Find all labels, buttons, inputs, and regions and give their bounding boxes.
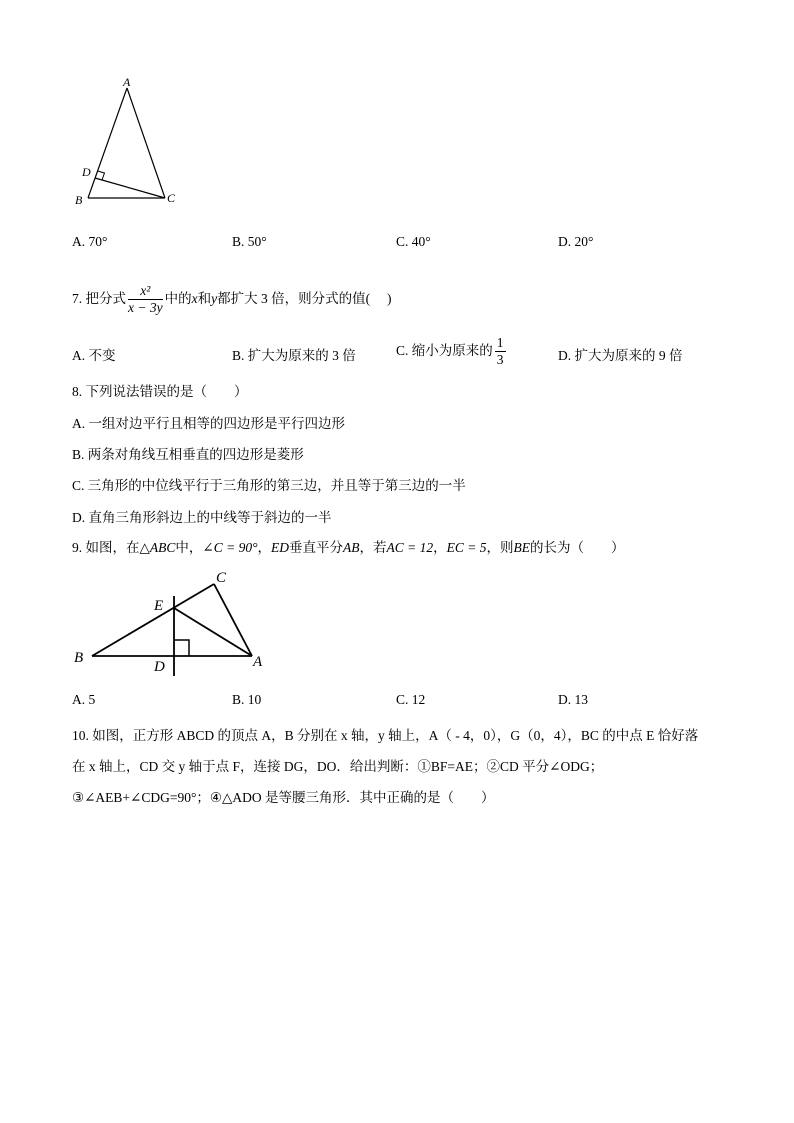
q7-option-c-num: 1 [496, 335, 504, 351]
q6-figure [70, 72, 190, 212]
q7-var-x: x [191, 291, 198, 306]
q9-p5: ，若 [359, 540, 387, 555]
label-a: A [253, 654, 263, 670]
q9-p2: 中， [175, 540, 203, 555]
q7-option-c-fraction [495, 335, 506, 368]
q7-stem [72, 281, 391, 317]
q9-m2: ∠C = 90° [202, 540, 258, 555]
label-e: E [154, 598, 164, 614]
q7-option-c-den: 3 [496, 352, 504, 368]
label-d: D [82, 165, 91, 179]
right-angle-mark [174, 640, 189, 656]
q7-var-y: y [211, 291, 218, 306]
q9-option-a: A. 5 [72, 692, 96, 707]
q8-option-b: B. 两条对角线互相垂直的四边形是菱形 [72, 447, 304, 462]
label-b: B [74, 650, 84, 666]
q7-option-a: A. 不变 [72, 348, 116, 363]
q9-stem [72, 536, 624, 556]
q9-m5: AC = 12 [386, 540, 434, 555]
q7-option-c [396, 332, 508, 370]
side-ac [127, 88, 165, 198]
q7-option-d: D. 扩大为原来的 9 倍 [558, 348, 683, 363]
label-c: C [216, 570, 227, 586]
q10-line-2: 在 x 轴上，CD 交 y 轴于点 F，连接 DG，DO．给出判断：①BF=AE；②CD 平分∠ODG； [72, 759, 604, 774]
q6-option-b: B. 50° [232, 234, 267, 249]
q8-stem: 8. 下列说法错误的是（ ） [72, 384, 248, 399]
q7-frac-num: x² [128, 283, 163, 300]
q9-option-d: D. 13 [558, 692, 588, 707]
label-a: A [123, 75, 131, 89]
q7-text-b: 和 [197, 291, 212, 306]
q8-option-a: A. 一组对边平行且相等的四边形是平行四边形 [72, 416, 345, 431]
q9-p3: ， [257, 540, 271, 555]
q9-m4: AB [342, 540, 360, 555]
q7-prefix: 7. 把分式 [72, 291, 126, 306]
q9-p8: 的长为（ ） [529, 540, 625, 555]
q9-p1: 9. 如图，在 [72, 540, 140, 555]
q7-fraction [128, 283, 163, 316]
q6-option-d: D. 20° [558, 234, 594, 249]
q10-line-3: ③∠AEB+∠CDG=90°；④△ADO 是等腰三角形．其中正确的是（ ） [72, 790, 495, 805]
q9-option-c: C. 12 [396, 692, 426, 707]
q9-p6: ， [433, 540, 447, 555]
label-b: B [75, 193, 83, 207]
q6-option-c: C. 40° [396, 234, 431, 249]
q7-option-c-text: C. 缩小为原来的 [396, 343, 493, 358]
q9-figure [68, 566, 278, 678]
q9-m3: ED [270, 540, 289, 555]
side-bc [92, 584, 214, 656]
q9-m7: BE [513, 540, 530, 555]
q9-m1: △ABC [139, 540, 176, 555]
q10-line-1: 10. 如图，正方形 ABCD 的顶点 A，B 分别在 x 轴，y 轴上，A（ - 4，0），G（0，4），BC 的中点 E 恰好落 [72, 728, 699, 743]
q8-option-c: C. 三角形的中位线平行于三角形的第三边，并且等于第三边的一半 [72, 478, 466, 493]
label-c: C [167, 191, 176, 205]
q9-p4: 垂直平分 [288, 540, 343, 555]
q6-option-a: A. 70° [72, 234, 108, 249]
q9-m6: EC = 5 [446, 540, 487, 555]
q8-option-d: D. 直角三角形斜边上的中线等于斜边的一半 [72, 510, 332, 525]
q7-frac-den: x − 3y [128, 300, 163, 316]
segment-cd [95, 178, 165, 198]
q7-text-c: 都扩大 3 倍，则分式的值( ) [217, 291, 392, 306]
q9-p7: ，则 [486, 540, 514, 555]
label-d: D [154, 659, 165, 675]
q7-text-a: 中的 [164, 291, 192, 306]
q7-option-b: B. 扩大为原来的 3 倍 [232, 348, 356, 363]
q9-option-b: B. 10 [232, 692, 262, 707]
